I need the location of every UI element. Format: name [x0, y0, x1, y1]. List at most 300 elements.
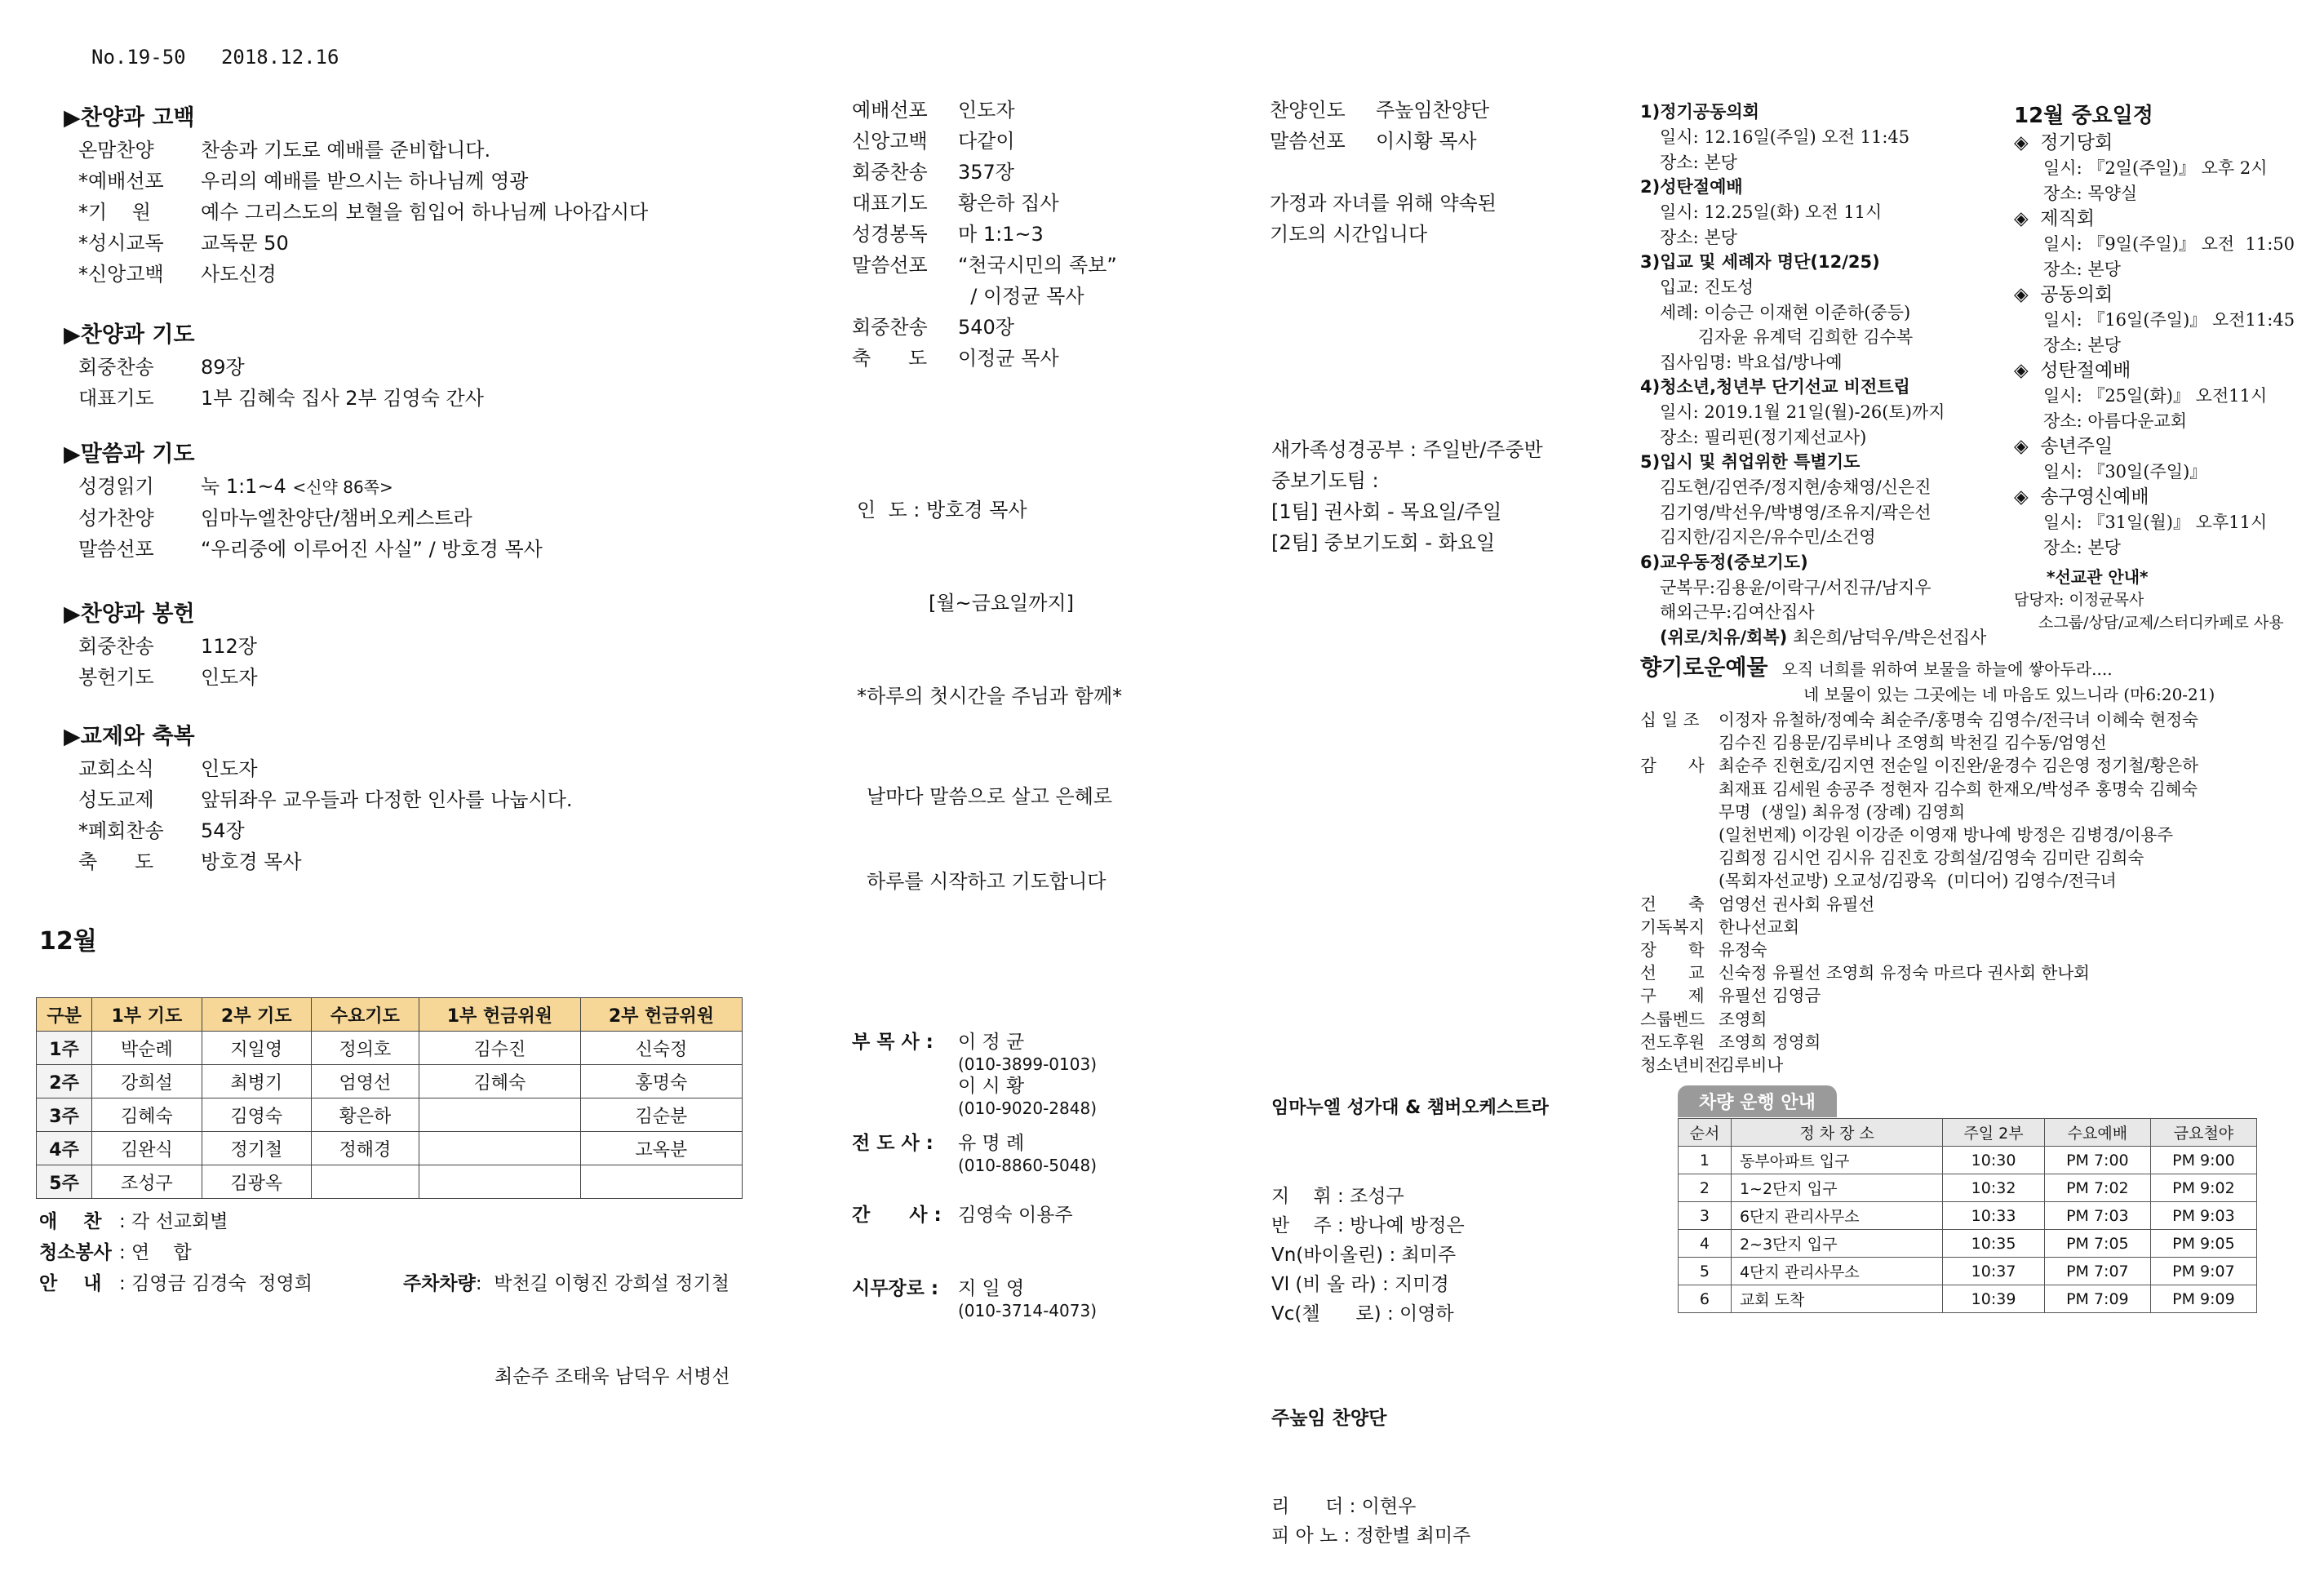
offering-category: 십 일 조: [1640, 710, 1700, 730]
announcement-line: 장소: 본당: [1660, 227, 1737, 247]
event-name: ◈ 정기당회: [2014, 132, 2113, 153]
staff-name: 유 명 례: [958, 1133, 1025, 1154]
order-row: [64, 166, 798, 197]
bus-cell: PM 7:07: [2044, 1258, 2150, 1285]
family-sermon: 이시황 목사: [1376, 130, 1477, 153]
bus-header-cell: 금요철야: [2150, 1119, 2256, 1147]
order-label: 성가찬양: [78, 507, 154, 530]
duty-cell: 김혜숙: [419, 1065, 580, 1098]
team-member: 리 더 : 이현우: [1271, 1496, 1417, 1517]
duty-cell: 김영숙: [202, 1098, 311, 1132]
order-label: 봉헌기도: [78, 666, 154, 689]
afternoon-row: [852, 312, 1117, 343]
afternoon-value: 이정균 목사: [958, 347, 1059, 370]
bus-row: [1679, 1202, 2257, 1230]
bus-cell: PM 7:00: [2044, 1147, 2150, 1174]
offering-names: 조영희: [1719, 1009, 1767, 1029]
announcement-extra: 최은희/남덕우/박은선집사: [1787, 627, 1987, 647]
offering-row: [1640, 823, 2198, 846]
order-value: 교독문 50: [201, 232, 289, 255]
offering-names: 김희정 김시언 김시유 김진호 강희설/김영숙 김미란 김희숙: [1719, 848, 2144, 868]
staff-entry: [852, 1276, 1097, 1320]
bus-cell: PM 9:07: [2150, 1258, 2256, 1285]
offering-row: [1640, 961, 2198, 984]
section-title: ▶말씀과 기도: [64, 442, 195, 467]
guesthouse-manager: 담당자: 이정균목사: [2014, 591, 2144, 609]
event-detail: 일시: 『30일(주일)』: [2043, 462, 2207, 482]
bus-cell: PM 9:03: [2150, 1202, 2256, 1230]
offering-names: 조영희 정영희: [1719, 1032, 1821, 1052]
afternoon-value: 다같이: [958, 130, 1015, 153]
offering-names: 최재표 김세원 송공주 정현자 김수희 한재오/박성주 홍명숙 김혜숙: [1719, 779, 2198, 799]
staff-entry: [852, 1030, 1097, 1118]
order-value: 112장: [201, 635, 257, 658]
worship-section: [64, 718, 798, 877]
duty-cell: 김완식: [92, 1132, 202, 1165]
bus-cell: 10:32: [1943, 1174, 2045, 1202]
afternoon-label: 예배선포: [852, 99, 928, 122]
duty-header-cell: 2부 헌금위원: [580, 998, 742, 1032]
duty-header-cell: 구분: [37, 998, 92, 1032]
order-row: [64, 534, 798, 565]
event-detail: 일시: 『16일(주일)』 오전11:45: [2043, 310, 2295, 330]
offering-names: 이정자 유철하/정예숙 최순주/홍명숙 김영수/전극녀 이혜숙 현정숙: [1719, 710, 2198, 730]
announcement-item: [1640, 375, 1986, 450]
afternoon-value: / 이정균 목사: [958, 285, 1084, 308]
bus-stop: 2~3단지 입구: [1731, 1230, 1942, 1258]
offering-row: [1640, 893, 2198, 916]
afternoon-value: 황은하 집사: [958, 192, 1059, 215]
announcement-line: 장소: 필리핀(정기제선교사): [1660, 427, 1867, 447]
announcement-title: 1)정기공동의회: [1640, 102, 1759, 122]
dawn-prayer: [857, 433, 1122, 924]
section-title: ▶교제와 축복: [64, 724, 195, 749]
bus-cell: 2: [1679, 1174, 1732, 1202]
family-sermon-label: 말씀선포: [1270, 130, 1346, 153]
bus-cell: PM 9:09: [2150, 1285, 2256, 1313]
offering-category: 장 학: [1640, 940, 1705, 961]
choir-member: Vl (비 올 라) : 지미경: [1271, 1274, 1449, 1295]
order-label: *폐회찬송: [78, 819, 164, 842]
duty-cell: 신숙정: [580, 1032, 742, 1065]
order-label: *성시교독: [78, 232, 164, 255]
duty-cell: [419, 1132, 580, 1165]
announcement-item: [1640, 450, 1986, 550]
duty-cell: [580, 1165, 742, 1199]
afternoon-row: [852, 188, 1117, 219]
duty-cell: 고옥분: [580, 1132, 742, 1165]
worship-section: [64, 317, 798, 414]
announcement-line: 일시: 12.25일(화) 오전 11시: [1660, 202, 1883, 222]
staff-role: 부 목 사 :: [852, 1032, 934, 1053]
bus-cell: 10:33: [1943, 1202, 2045, 1230]
duty-cell: 조성구: [92, 1165, 202, 1199]
duty-cell: 황은하: [311, 1098, 419, 1132]
staff-names: [958, 1030, 1097, 1118]
december-event: [2014, 282, 2295, 358]
staff-names: [958, 1131, 1097, 1175]
offering-verse-2: 네 보물이 있는 그곳에는 네 마음도 있느니라 (마6:20-21): [1803, 685, 2215, 704]
offering-row: [1640, 916, 2198, 939]
offering-row: [1640, 939, 2198, 961]
guide-value: : 김영금 김경숙 정영희: [119, 1273, 313, 1294]
bus-cell: PM 7:03: [2044, 1202, 2150, 1230]
duty-cell: 김수진: [419, 1032, 580, 1065]
order-value: 찬송과 기도로 예배를 준비합니다.: [201, 139, 491, 162]
offering-category: 건 축: [1640, 894, 1705, 914]
order-row: [64, 352, 798, 383]
duty-header-cell: 수요기도: [311, 998, 419, 1032]
afternoon-label: 성경봉독: [852, 223, 928, 246]
staff-phone: (010-3714-4073): [958, 1301, 1098, 1320]
bus-row: [1679, 1230, 2257, 1258]
announcement-line: 일시: 2019.1월 21일(월)-26(토)까지: [1660, 402, 1945, 422]
duty-week: 3주: [37, 1098, 92, 1132]
worship-section: [64, 100, 798, 290]
order-value: 눅 1:1~4 <신약 86쪽>: [201, 475, 393, 498]
announcement-line: 김도현/김연주/정지현/송채영/신은진: [1660, 477, 1931, 497]
duty-row: [37, 1098, 743, 1132]
duty-table: [36, 997, 743, 1199]
december-event: [2014, 434, 2295, 485]
offering-category: 선 교: [1640, 963, 1705, 983]
guesthouse-info: [2014, 566, 2295, 634]
afternoon-value: 마 1:1~3: [958, 223, 1044, 246]
duty-week: 5주: [37, 1165, 92, 1199]
bus-cell: 10:35: [1943, 1230, 2045, 1258]
order-label: 온맘찬양: [78, 139, 154, 162]
order-value: 앞뒤좌우 교우들과 다정한 인사를 나눕시다.: [201, 788, 573, 811]
cleaning-value: : 연 합: [119, 1242, 192, 1263]
order-row: [64, 846, 798, 877]
announcement-line: 김기영/박선우/박병영/조유지/곽은선: [1660, 502, 1931, 522]
announcement-line: 세례: 이승근 이재현 이준하(중등): [1660, 302, 1911, 322]
staff-name: 김영숙 이용주: [958, 1205, 1073, 1226]
bus-stop: 동부아파트 입구: [1731, 1147, 1942, 1174]
bus-row: [1679, 1258, 2257, 1285]
bus-cell: 1: [1679, 1147, 1732, 1174]
announcement-line: [1640, 625, 1986, 650]
offering-names: 최순주 진현호/김지연 전순일 이진완/윤경수 김은영 정기철/황은하: [1719, 756, 2198, 776]
staff-role: 전 도 사 :: [852, 1133, 934, 1154]
duty-cell: [311, 1165, 419, 1199]
duty-cell: 정기철: [202, 1132, 311, 1165]
family-promise-1: 가정과 자녀를 위해 약속된: [1270, 192, 1497, 215]
announcement-extra-label: (위로/치유/회복): [1660, 627, 1788, 647]
december-event: [2014, 206, 2295, 282]
bus-table: [1678, 1118, 2257, 1313]
order-value: 임마누엘찬양단/챔버오케스트라: [201, 507, 472, 530]
december-schedule: [2014, 101, 2295, 634]
aechan-row: [39, 1206, 313, 1237]
offering-names: 한나선교회: [1719, 916, 1800, 937]
staff-names: [958, 1203, 1073, 1227]
duty-week: 4주: [37, 1132, 92, 1165]
bus-stop: 4단지 관리사무소: [1731, 1258, 1942, 1285]
bus-row: [1679, 1285, 2257, 1313]
offering-row: [1640, 778, 2198, 801]
duty-cell: 홍명숙: [580, 1065, 742, 1098]
order-row: [64, 753, 798, 784]
duty-cell: 김광옥: [202, 1165, 311, 1199]
parking-value2: 최순주 조태욱 남덕우 서병선: [495, 1366, 730, 1387]
order-value: 인도자: [201, 666, 258, 689]
staff-role: 시무장로 :: [852, 1278, 939, 1299]
offering-row: [1640, 801, 2198, 823]
order-label: *기 원: [78, 201, 151, 224]
order-value: 방호경 목사: [201, 850, 302, 873]
afternoon-label: 대표기도: [852, 192, 928, 215]
announcement-title: 2)성탄절예배: [1640, 177, 1743, 197]
offering-row: [1640, 731, 2198, 754]
order-label: 교회소식: [78, 757, 154, 780]
event-name: ◈ 제직회: [2014, 208, 2095, 229]
afternoon-row: [852, 95, 1117, 126]
section-title: ▶찬양과 봉헌: [64, 601, 195, 627]
duty-cell: 김순분: [580, 1098, 742, 1132]
afternoon-row: [852, 126, 1117, 157]
duty-cell: 엄영선: [311, 1065, 419, 1098]
order-value: 예수 그리스도의 보혈을 힘입어 하나님께 나아갑시다: [201, 201, 649, 224]
dawn-tagline: *하루의 첫시간을 주님과 함께*: [857, 685, 1123, 708]
choir-title: 임마누엘 성가대 & 챔버오케스트라: [1271, 1098, 1549, 1118]
study-prayer-teams: [1271, 434, 1543, 558]
duty-cell: 정해경: [311, 1132, 419, 1165]
announcement-item: [1640, 250, 1986, 375]
order-row: [64, 471, 798, 503]
afternoon-label: [852, 281, 958, 312]
afternoon-value: 357장: [958, 161, 1014, 184]
duty-cell: 지일영: [202, 1032, 311, 1065]
bus-cell: 4: [1679, 1230, 1732, 1258]
order-label: 대표기도: [78, 387, 154, 410]
duty-cell: 정의호: [311, 1032, 419, 1065]
december-title: 12월 중요일정: [2014, 104, 2153, 128]
order-note: <신약 86쪽>: [292, 477, 393, 497]
bus-cell: 10:37: [1943, 1258, 2045, 1285]
december-event: [2014, 131, 2295, 206]
order-value: 89장: [201, 356, 245, 379]
offering-title: 향기로운예물: [1640, 655, 1768, 681]
event-name: ◈ 공동의회: [2014, 284, 2113, 305]
staff-phone: (010-8860-5048): [958, 1156, 1098, 1175]
offering-category: [1640, 801, 1719, 823]
staff-role: 간 사 :: [852, 1205, 942, 1226]
offering-category: [1640, 823, 1719, 846]
order-row: [64, 815, 798, 846]
choir-member: 지 휘 : 조성구: [1271, 1186, 1404, 1207]
offering-row: [1640, 869, 2198, 892]
order-row: [64, 135, 798, 166]
offering-row: [1640, 846, 2198, 869]
study-line-1: 새가족성경공부 : 주일반/주중반: [1271, 438, 1543, 461]
afternoon-service: [852, 95, 1117, 374]
offering-category: [1640, 731, 1719, 754]
study-line-3: [1팀] 권사회 - 목요일/주일: [1271, 500, 1502, 523]
order-row: [64, 259, 798, 290]
bus-header-cell: 주일 2부: [1943, 1119, 2045, 1147]
study-line-2: 중보기도팀 :: [1271, 469, 1379, 492]
announcement-title: 3)입교 및 세례자 명단(12/25): [1640, 252, 1880, 272]
guesthouse-title: *선교관 안내*: [2047, 567, 2149, 587]
offering-category: 구 제: [1640, 986, 1705, 1006]
staff-names: [958, 1276, 1097, 1320]
study-line-4: [2팀] 중보기도회 - 화요일: [1271, 531, 1496, 554]
offering-names: 유정숙: [1719, 940, 1767, 961]
order-row: [64, 197, 798, 228]
offering-names: 엄영선 권사회 유필선: [1719, 894, 1875, 914]
offering-names: 김루비나: [1719, 1055, 1784, 1076]
issue-header: [91, 46, 339, 69]
offering-row: [1640, 984, 2198, 1007]
offering-names: (목회자선교방) 오교성/김광옥 (미디어) 김영수/전극녀: [1719, 871, 2117, 891]
bus-tab: [1678, 1085, 1837, 1117]
afternoon-value: 인도자: [958, 99, 1015, 122]
worship-section: [64, 596, 798, 693]
duty-cell: [419, 1098, 580, 1132]
bus-cell: PM 7:05: [2044, 1230, 2150, 1258]
family-leader: 주높임찬양단: [1376, 99, 1490, 122]
order-label: 회중찬송: [78, 356, 154, 379]
praise-team-title: 주높임 찬양단: [1271, 1408, 1387, 1429]
staff-entry: [852, 1203, 1073, 1227]
offering-category: 청소년비전: [1640, 1055, 1722, 1076]
order-row: [64, 631, 798, 662]
order-row: [64, 662, 798, 693]
duty-cell: 박순례: [92, 1032, 202, 1065]
order-row: [64, 784, 798, 815]
event-detail: 장소: 본당: [2043, 538, 2121, 557]
announcement-line: 집사임명: 박요섭/방나예: [1660, 352, 1843, 372]
section-title: ▶찬양과 기도: [64, 322, 195, 348]
order-label: 성도교제: [78, 788, 154, 811]
family-prayer: [1270, 95, 1497, 250]
guide-label: 안 내: [39, 1273, 102, 1294]
duty-header-cell: 2부 기도: [202, 998, 311, 1032]
family-promise-2: 기도의 시간입니다: [1270, 223, 1428, 246]
offering-category: [1640, 869, 1719, 892]
duty-week: 2주: [37, 1065, 92, 1098]
announcements: [1640, 100, 1986, 650]
staff-phone: (010-3899-0103): [958, 1054, 1098, 1074]
bus-header-cell: 수요예배: [2044, 1119, 2150, 1147]
order-value: 1부 김혜숙 집사 2부 김영숙 간사: [201, 387, 484, 410]
duty-row: [37, 1165, 743, 1199]
event-detail: 장소: 목양실: [2043, 184, 2138, 203]
bus-row: [1679, 1174, 2257, 1202]
cleaning-row: [39, 1237, 313, 1268]
event-detail: 장소: 본당: [2043, 260, 2121, 279]
afternoon-row: [852, 343, 1117, 374]
duty-row: [37, 1065, 743, 1098]
bus-stop: 6단지 관리사무소: [1731, 1202, 1942, 1230]
issue-number: No.19-50: [91, 46, 186, 69]
afternoon-row: [852, 250, 1117, 281]
bus-title: 차량 운행 안내: [1678, 1085, 1837, 1117]
offering-names: 신숙정 유필선 조영희 유정숙 마르다 권사회 한나회: [1719, 963, 2090, 983]
order-value: “우리중에 이루어진 사실” / 방호경 목사: [201, 538, 543, 561]
staff-name: 지 일 영: [958, 1278, 1025, 1299]
offering-category: [1640, 846, 1719, 869]
duty-cell: 강희설: [92, 1065, 202, 1098]
section-title: ▶찬양과 고백: [64, 105, 195, 131]
event-name: ◈ 송년주일: [2014, 436, 2113, 457]
afternoon-label: 축 도: [852, 347, 928, 370]
bus-cell: 10:39: [1943, 1285, 2045, 1313]
bus-cell: 5: [1679, 1258, 1732, 1285]
parking-label: 주차차량: [403, 1273, 476, 1294]
worship-section: [64, 436, 798, 565]
order-label: 회중찬송: [78, 635, 154, 658]
duty-cell: 최병기: [202, 1065, 311, 1098]
december-event: [2014, 485, 2295, 561]
choir-section: [1271, 1035, 1549, 1580]
offering-row: [1640, 1054, 2198, 1076]
offering-verse-1: 오직 너희를 위하여 보물을 하늘에 쌓아두라....: [1781, 659, 2113, 679]
offering-header: [1640, 650, 2215, 705]
dawn-message-2: 하루를 시작하고 기도합니다: [867, 870, 1107, 893]
bus-cell: 3: [1679, 1202, 1732, 1230]
bus-cell: PM 9:02: [2150, 1174, 2256, 1202]
announcement-item: [1640, 175, 1986, 250]
duty-month-title: 12월: [39, 927, 97, 956]
bus-header-row: [1679, 1119, 2257, 1147]
afternoon-value: 540장: [958, 316, 1014, 339]
aechan-value: : 각 선교회별: [119, 1211, 228, 1232]
offering-row: [1640, 1031, 2198, 1054]
duty-row: [37, 1132, 743, 1165]
announcement-item: [1640, 100, 1986, 175]
service-roles: [39, 1206, 313, 1299]
family-leader-label: 찬양인도: [1270, 99, 1346, 122]
offering-category: 전도후원: [1640, 1032, 1705, 1052]
event-detail: 일시: 『2일(주일)』 오후 2시: [2043, 158, 2268, 178]
bus-header-cell: 정 차 장 소: [1731, 1119, 1942, 1147]
cleaning-label: 청소봉사: [39, 1242, 112, 1263]
afternoon-label: 회중찬송: [852, 316, 928, 339]
order-label: 성경읽기: [78, 475, 154, 498]
duty-cell: [419, 1165, 580, 1199]
order-value: 우리의 예배를 받으시는 하나님께 영광: [201, 170, 529, 193]
parking-value: : 박천길 이형진 강희설 정기철: [475, 1273, 730, 1294]
announcement-line: 입교: 진도성: [1660, 277, 1754, 297]
offering-category: 기독복지: [1640, 916, 1705, 937]
announcement-line: 일시: 12.16일(주일) 오전 11:45: [1660, 127, 1910, 147]
offering-row: [1640, 708, 2198, 731]
offering-category: [1640, 778, 1719, 801]
choir-member: Vn(바이올린) : 최미주: [1271, 1245, 1457, 1266]
announcement-title: 4)청소년,청년부 단기선교 비전트립: [1640, 377, 1910, 397]
choir-member: Vc(첼 로) : 이영하: [1271, 1303, 1454, 1325]
bus-cell: PM 7:02: [2044, 1174, 2150, 1202]
choir-members: [1271, 1182, 1549, 1329]
afternoon-label: 신앙고백: [852, 130, 928, 153]
offering-row: [1640, 754, 2198, 777]
bus-cell: PM 9:00: [2150, 1147, 2256, 1174]
parking-roles: [403, 1206, 730, 1423]
announcement-line: 군복무:김용윤/이락구/서진규/남지우: [1660, 577, 1931, 597]
order-row: [64, 228, 798, 259]
afternoon-label: 말씀선포: [852, 254, 928, 277]
offering-list: [1640, 708, 2198, 1076]
announcement-line: 김지한/김지은/유수민/소건영: [1660, 527, 1876, 547]
bus-header-cell: 순서: [1679, 1119, 1732, 1147]
issue-date: 2018.12.16: [220, 46, 339, 69]
offering-names: 김수진 김용문/김루비나 조영희 박천길 김수동/엄영선: [1719, 733, 2107, 753]
duty-row: [37, 1032, 743, 1065]
duty-header-cell: 1부 헌금위원: [419, 998, 580, 1032]
announcement-line: 해외근무:김여산집사: [1660, 602, 1815, 622]
